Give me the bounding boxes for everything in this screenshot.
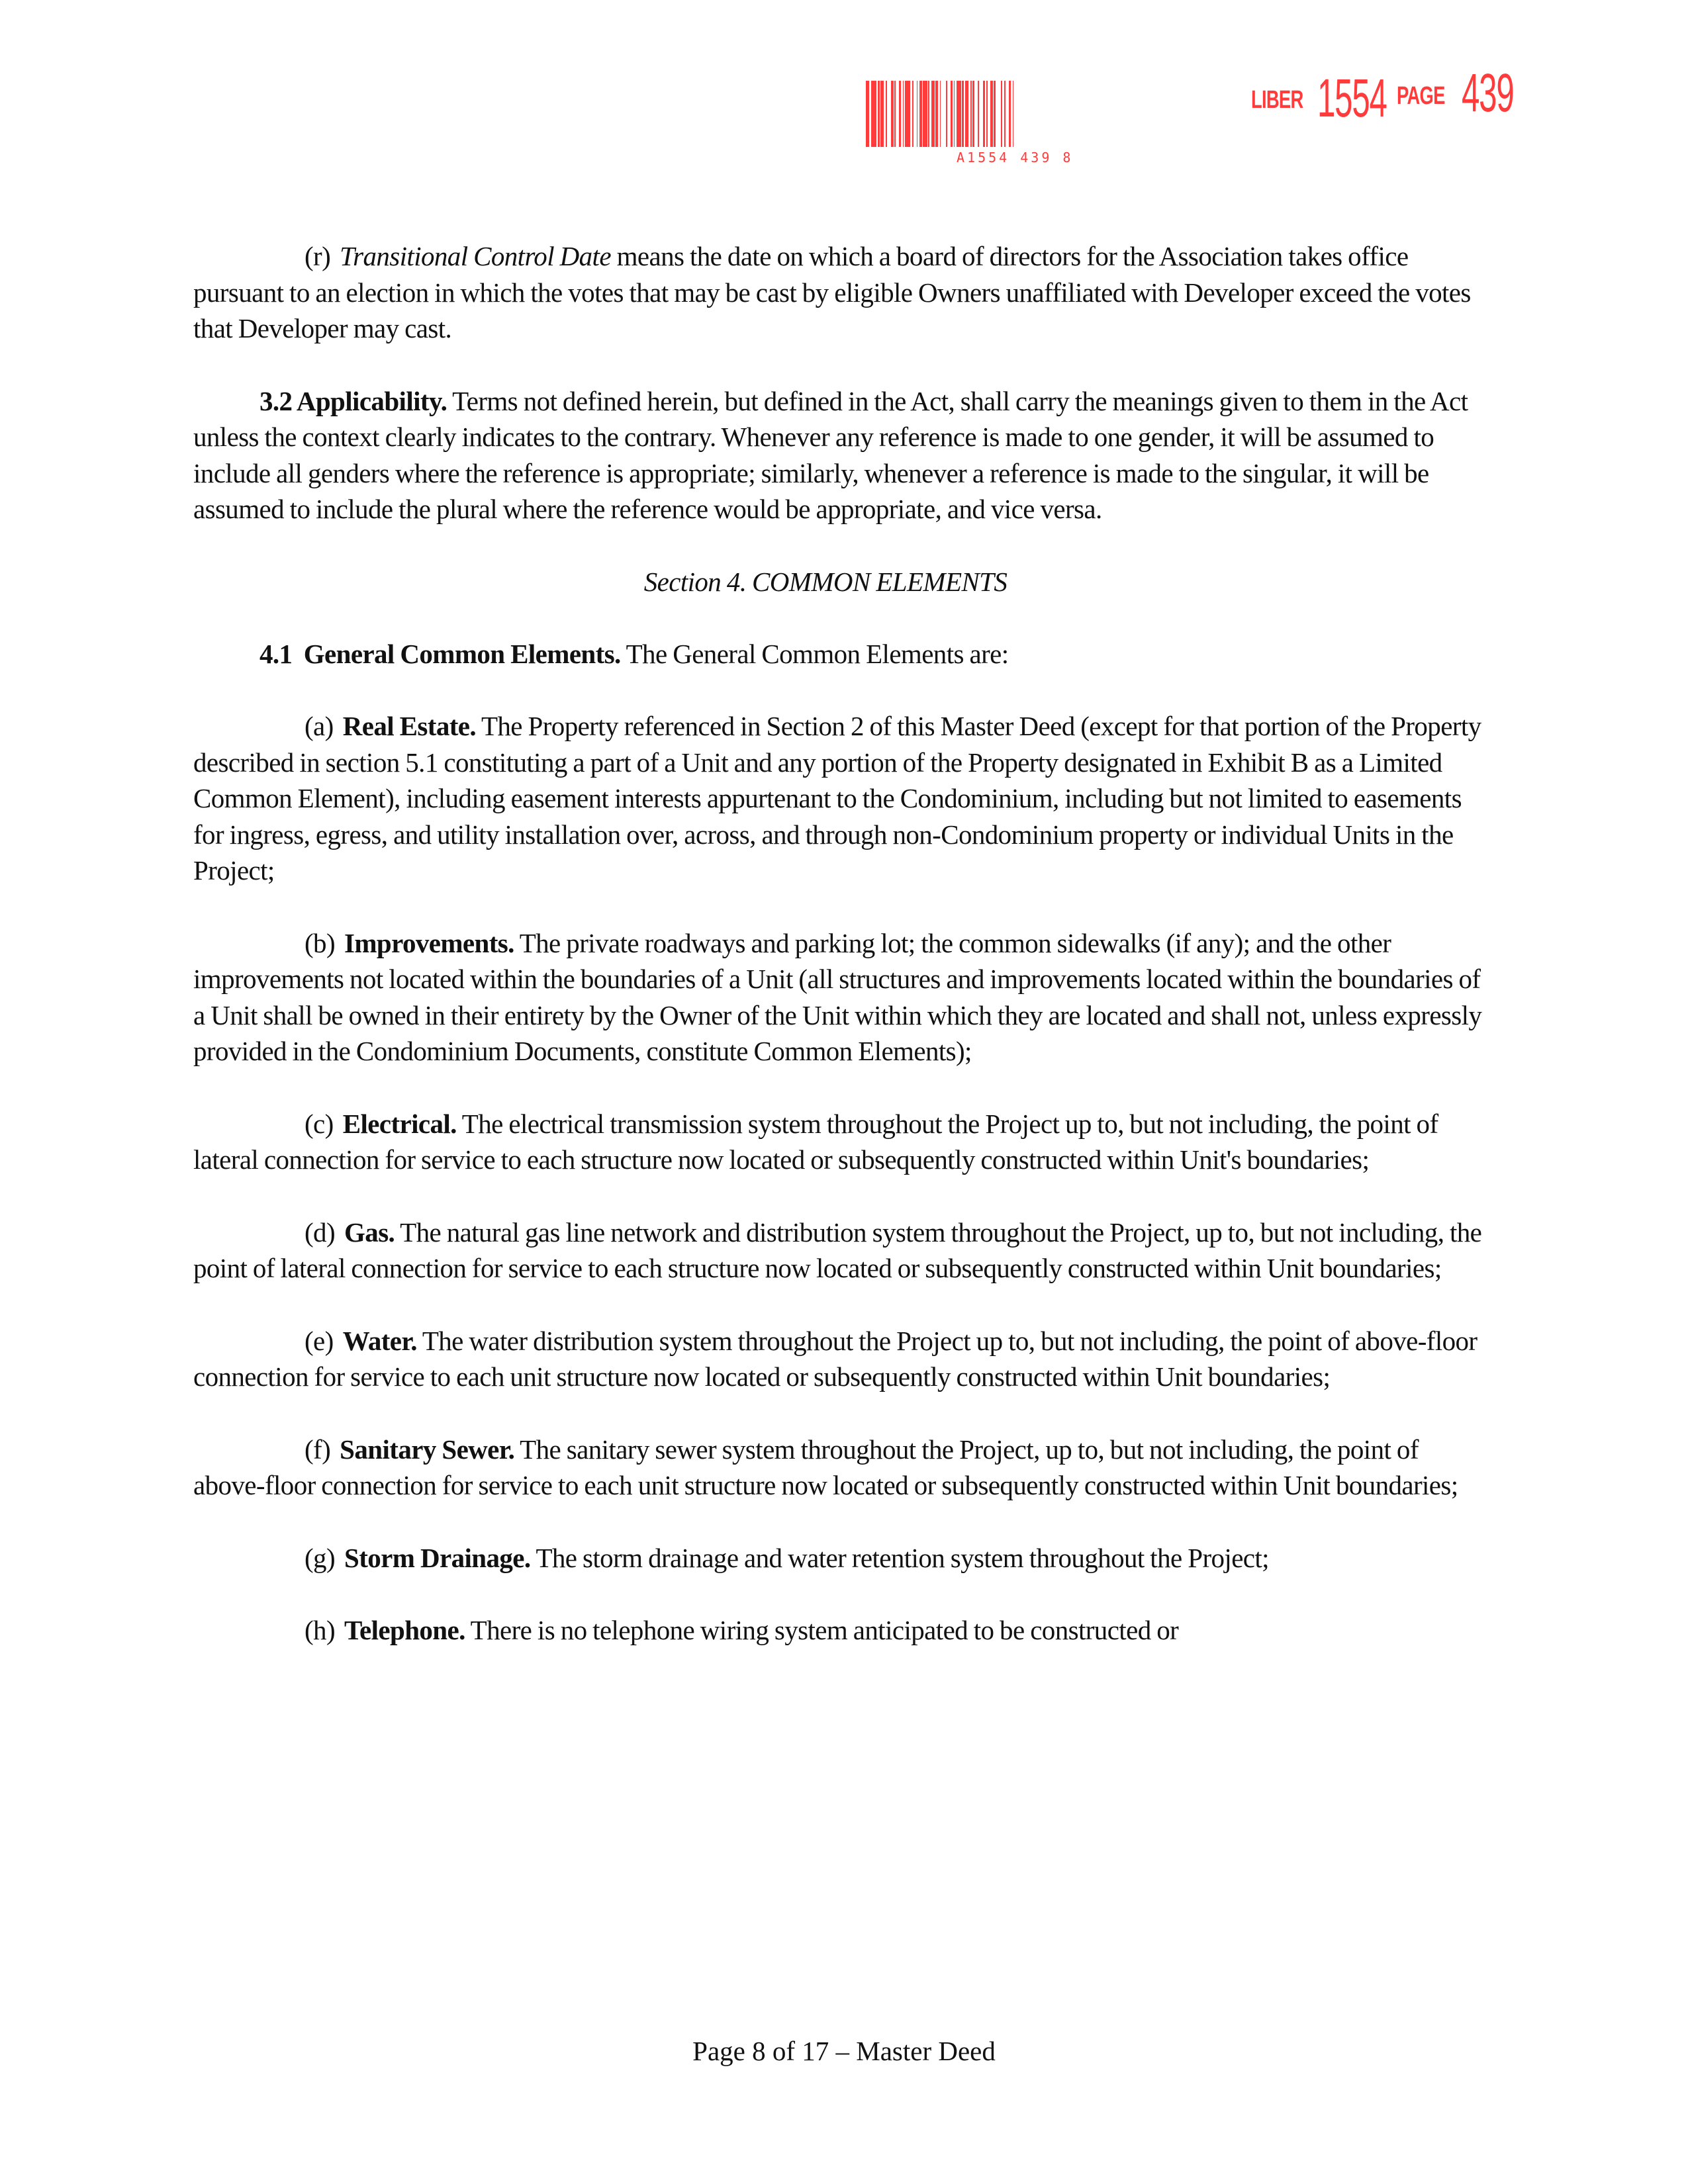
item-text: The storm drainage and water retention system throughout the Project; xyxy=(530,1542,1269,1573)
list-item xyxy=(193,1323,1484,1395)
item-text: There is no telephone wiring system anticipated to be constructed or xyxy=(465,1615,1179,1645)
item-label: Real Estate. xyxy=(342,711,477,741)
recording-stamp xyxy=(861,63,1514,172)
list-item xyxy=(193,1540,1484,1576)
section-label: 4.1 General Common Elements. xyxy=(259,638,621,669)
list-marker: (c) xyxy=(305,1108,334,1139)
item-text: The electrical transmission system throughout the Project up to, but not including, the point of lateral connection for service to each structure now located or subsequently constructed within Unit's boundaries; xyxy=(193,1108,1438,1175)
list-item xyxy=(193,1612,1484,1649)
item-label: Improvements. xyxy=(344,927,514,958)
barcode-bar xyxy=(905,81,910,147)
item-label: Storm Drainage. xyxy=(344,1542,531,1573)
definition-text: means the date on which a board of directors for the Association takes office pursuant to an election in which the votes that may be cast by eligible Owners unaffiliated with Developer exceed the votes that Developer may cast. xyxy=(193,241,1471,343)
section-text: Terms not defined herein, but defined in the Act, shall carry the meanings given to them in the Act unless the context clearly indicates to the contrary. Whenever any reference is made to one gender, it will be assumed to include all genders where the reference is appropriate; similarly, whenever a reference is made to the singular, it will be assumed to include the plural where the reference would be appropriate, and vice versa. xyxy=(193,385,1468,524)
item-text: The Property referenced in Section 2 of this Master Deed (except for that portion of the Property described in section 5.1 constituting a part of a Unit and any portion of the Property designated in Exhibit B as a Limited Common Element), including easement interests appurtenant to the Condominium, including but not limited to easements for ingress, egress, and utility installation over, across, and through non-Condominium property or individual Units in the Project; xyxy=(193,711,1481,886)
item-label: Telephone. xyxy=(344,1615,465,1645)
list-item xyxy=(193,1432,1484,1504)
list-item xyxy=(193,1214,1484,1287)
barcode-bar xyxy=(996,81,1001,147)
list-marker: (g) xyxy=(305,1542,336,1573)
liber-number: 1554 xyxy=(1317,68,1387,128)
section-text: The General Common Elements are: xyxy=(620,638,1009,669)
item-label: Gas. xyxy=(344,1216,395,1248)
item-label: Sanitary Sewer. xyxy=(340,1433,515,1465)
list-marker: (a) xyxy=(305,711,334,741)
page-stamp-number: 439 xyxy=(1462,63,1514,123)
list-item xyxy=(193,925,1484,1069)
list-item xyxy=(193,708,1484,889)
list-marker: (h) xyxy=(305,1615,336,1645)
list-marker: (b) xyxy=(305,927,336,958)
list-item xyxy=(193,1106,1484,1178)
common-elements-list xyxy=(193,672,1484,1649)
page-footer: Page 8 of 17 – Master Deed xyxy=(692,2036,996,2066)
item-label: Water. xyxy=(342,1325,417,1356)
barcode-number: A1554 439 8 xyxy=(957,150,1074,165)
item-label: Electrical. xyxy=(342,1108,457,1139)
page-stamp-label: PAGE xyxy=(1397,82,1445,110)
barcode xyxy=(866,81,1154,147)
barcode-bar xyxy=(941,81,946,147)
item-text: The sanitary sewer system throughout the Project, up to, but not including, the point of above-floor connection for service to each unit structure now located or subsequently constructed within Unit boundaries; xyxy=(193,1433,1458,1500)
liber-label: LIBER xyxy=(1251,86,1303,114)
item-text: The natural gas line network and distribution system throughout the Project, up to, but not including, the point of lateral connection for service to each structure now located or subsequently constructed within Unit boundaries; xyxy=(193,1216,1482,1283)
list-marker: (r) xyxy=(305,241,331,271)
document-body xyxy=(193,238,1484,1649)
section-4-1 xyxy=(193,636,1484,672)
list-marker: (f) xyxy=(305,1433,331,1465)
item-text: The private roadways and parking lot; the common sidewalks (if any); and the other improvements not located within the boundaries of a Unit (all structures and improvements located within the boundaries of a Unit shall be owned in their entirety by the Owner of the Unit within which they are located and shall not, unless expressly provided in the Condominium Documents, constitute Common Elements); xyxy=(193,927,1482,1066)
section-3-2 xyxy=(193,383,1484,527)
item-text: The water distribution system throughout the Project up to, but not including, the point of above-floor connection for service to each unit structure now located or subsequently constructed within Unit boundaries; xyxy=(193,1325,1477,1392)
section-4-heading: Section 4. COMMON ELEMENTS xyxy=(643,566,1008,597)
defined-term: Transitional Control Date xyxy=(340,241,611,271)
definition-r xyxy=(193,238,1484,347)
barcode-bar xyxy=(1013,81,1017,147)
list-marker: (d) xyxy=(305,1216,336,1248)
section-label: 3.2 Applicability. xyxy=(259,385,447,416)
list-marker: (e) xyxy=(305,1325,334,1356)
barcode-bar xyxy=(871,81,876,147)
